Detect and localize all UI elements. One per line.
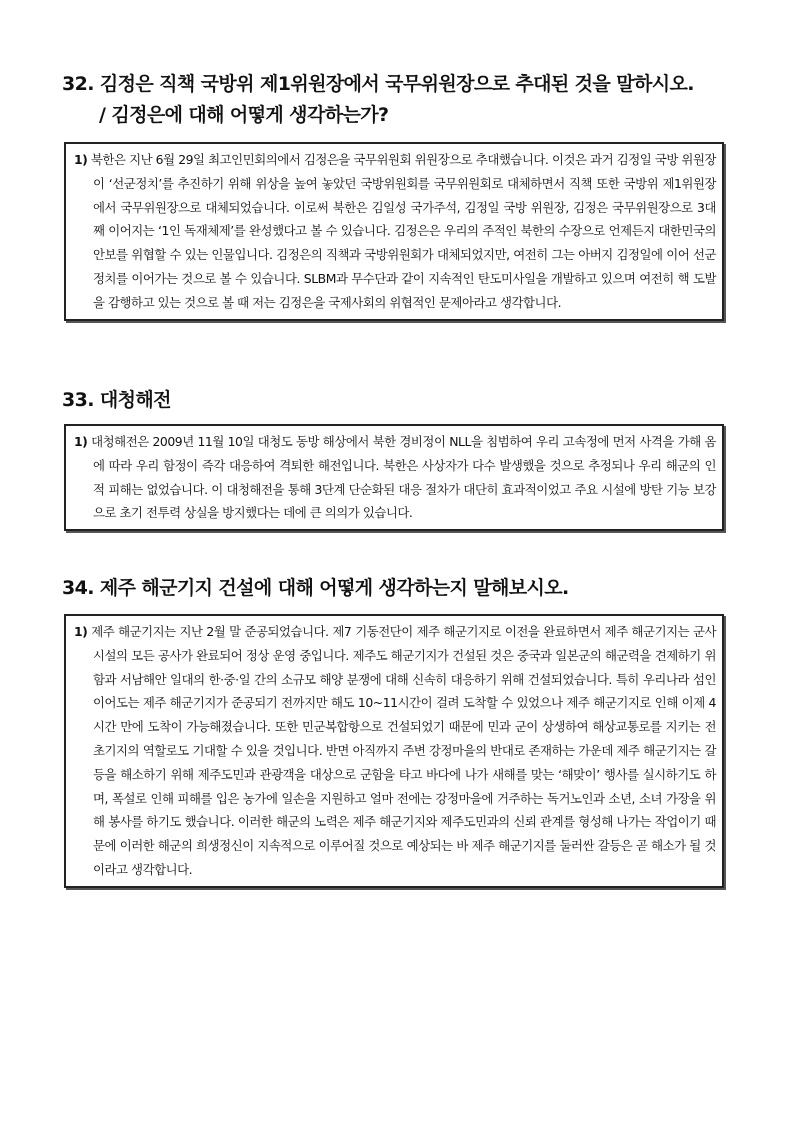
q32-answer-number: 1) <box>74 152 88 167</box>
q32-title: 32. 김정은 직책 국방위 제1위원장에서 국무위원장으로 추대된 것을 말하시오. <box>62 73 694 95</box>
q33-title: 33. 대청해전 <box>62 389 171 411</box>
q34-answer-box <box>64 614 724 888</box>
q34-answer-text: 제주 해군기지는 지난 2월 말 준공되었습니다. 제7 기동전단이 제주 해군기지로 이전을 완료하면서 제주 해군기지는 군사시설의 모든 공사가 완료되어 정상 운영 중입니다. 제주도 해군기지가 건설된 것은 중국과 일본군의 해군력을 견제하기 위함과 서남해안 일대의 한·중·일 간의 소규모 해양 분쟁에 대해 신속히 대응하기 위해 건설되었습니다. 특히 우리나라 섬인 이어도는 제주 해군기지가 준공되기 전까지만 해도 10~11시간이 걸려 도착할 수 있었으나 제주 해군기지로 인해 이제 4시간 만에 도착이 가능해졌습니다. 또한 민군복합항으로 건설되었기 때문에 민과 군이 상생하여 해상교통로를 지키는 전초기지의 역할로도 기대할 수 있을 것입니다. 반면 아직까지 주변 강정마을의 반대로 존재하는 가운데 제주 해군기지는 갈등을 해소하기 위해 제주도민과 관광객을 대상으로 군함을 타고 바다에 나가 새해를 맞는 ‘해맞이’ 행사를 실시하기도 하며, 폭설로 인해 피해를 입은 농가에 일손을 지원하고 얼마 전에는 강정마을에 거주하는 독거노인과 소년, 소녀 가장을 위해 봉사를 하기도 했습니다. 이러한 해군의 노력은 제주 해군기지와 제주도민과의 신뢰 관계를 형성해 나가는 작업이기 때문에 이러한 해군의 희생정신이 지속적으로 이루어질 것으로 예상되는 바 제주 해군기지를 둘러싼 갈등은 곧 해소가 될 것이라고 생각합니다. <box>91 624 716 877</box>
q32-answer <box>74 148 716 315</box>
q32-subtitle: / 김정은에 대해 어떻게 생각하는가? <box>99 104 389 126</box>
q32-answer-text: 북한은 지난 6월 29일 최고인민회의에서 김정은을 국무위원회 위원장으로 추대했습니다. 이것은 과거 김정일 국방 위원장이 ‘선군정치’를 추진하기 위해 위상을 높여 놓았던 국방위원회를 국무위원회로 대체하면서 직책 또한 국방위 제1위원장에서 국무위원장으로 대체되었습니다. 이로써 북한은 김일성 국가주석, 김정일 국방 위원장, 김정은 국무위원장으로 3대째 이어지는 ‘1인 독재체제’를 완성했다고 볼 수 있습니다. 김정은은 우리의 주적인 북한의 수장으로 언제든지 대한민국의 안보를 위협할 수 있는 인물입니다. 김정은의 직책과 국방위원회가 대체되었지만, 여전히 그는 아버지 김정일에 이어 선군정치를 이어가는 것으로 볼 수 있습니다. SLBM과 무수단과 같이 지속적인 탄도미사일을 개발하고 있으며 여전히 핵 도발을 감행하고 있는 것으로 볼 때 저는 김정은을 국제사회의 위협적인 문제아라고 생각합니다. <box>90 152 716 310</box>
q33-answer-box <box>64 424 724 531</box>
q33-answer <box>74 430 716 525</box>
q33-answer-text: 대청해전은 2009년 11월 10일 대청도 동방 해상에서 북한 경비정이 NLL을 침범하여 우리 고속정에 먼저 사격을 가해 옴에 따라 우리 함정이 즉각 대응하여 격퇴한 해전입니다. 북한은 사상자가 다수 발생했을 것으로 추정되나 우리 해군의 인적 피해는 없었습니다. 이 대청해전을 통해 3단계 단순화된 대응 절차가 대단히 효과적이었고 주요 시설에 방탄 기능 보강으로 초기 전투력 상실을 방지했다는 데에 큰 의의가 있습니다. <box>91 434 716 521</box>
q34-answer-number: 1) <box>74 624 88 639</box>
q34-answer <box>74 620 716 882</box>
q32-answer-box <box>64 142 724 321</box>
q33-answer-number: 1) <box>74 434 88 449</box>
q34-title: 34. 제주 해군기지 건설에 대해 어떻게 생각하는지 말해보시오. <box>62 577 569 599</box>
